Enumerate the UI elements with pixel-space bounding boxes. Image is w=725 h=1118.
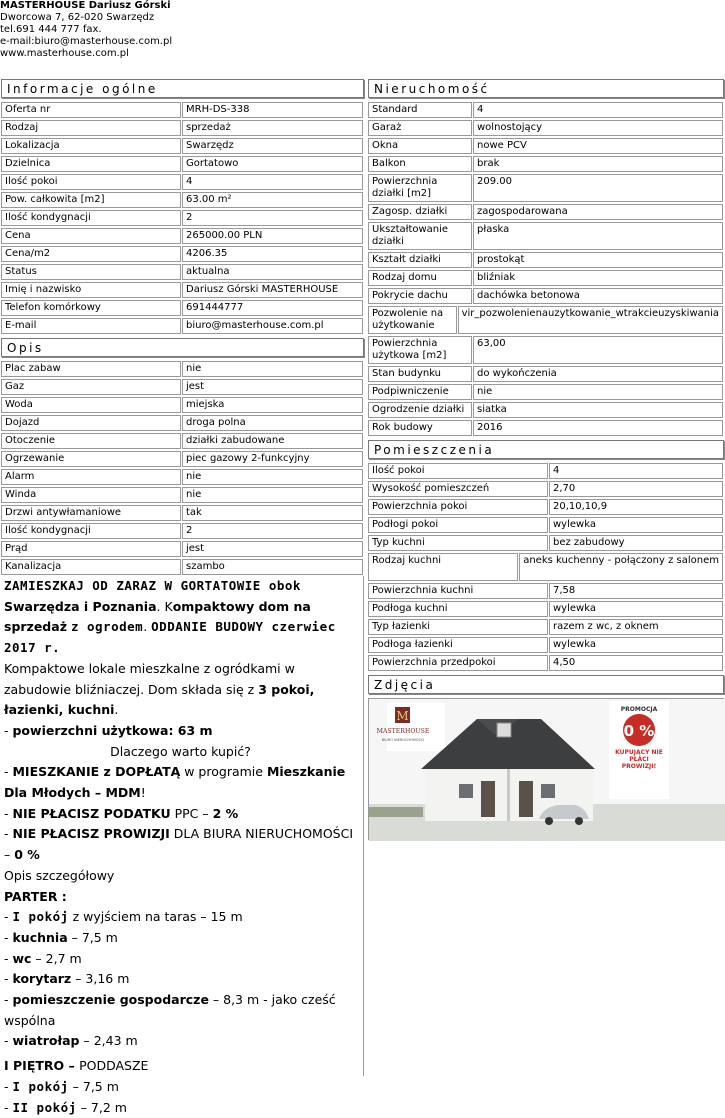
field-value: biuro@masterhouse.com.pl (182, 318, 363, 334)
property-photo[interactable] (368, 698, 724, 840)
table-row (368, 251, 724, 269)
table-row (368, 287, 724, 305)
field-value: wolnostojący (473, 120, 723, 136)
field-value: bliźniak (473, 270, 723, 286)
field-value: siatka (473, 402, 723, 418)
nieruchomosc-table (368, 101, 724, 437)
field-label: Ogrodzenie działki (368, 402, 472, 418)
field-label: Ilość pokoi (368, 463, 548, 479)
field-label: Plac zabaw (1, 361, 181, 377)
field-label: Powierzchnia kuchni (368, 583, 548, 599)
svg-text:MASTERHOUSE: MASTERHOUSE (376, 728, 430, 735)
field-value: do wykończenia (473, 366, 723, 382)
table-row (1, 360, 364, 378)
table-row (1, 396, 364, 414)
table-row (1, 101, 364, 119)
field-label: Telefon komórkowy (1, 300, 181, 316)
table-row (368, 119, 724, 137)
svg-text:PROMOCJA: PROMOCJA (620, 706, 658, 713)
table-row (1, 119, 364, 137)
field-label: Garaż (368, 120, 472, 136)
table-row (1, 173, 364, 191)
field-label: Dzielnica (1, 156, 181, 172)
field-label: Pokrycie dachu (368, 288, 472, 304)
field-label: Ilość kondygnacji (1, 210, 181, 226)
field-label: Powierzchnia działki [m2] (368, 174, 472, 202)
field-label: Lokalizacja (1, 138, 181, 154)
field-value: piec gazowy 2-funkcyjny (182, 451, 363, 467)
table-row (368, 101, 724, 119)
table-row (368, 498, 724, 516)
field-label: Ukształtowanie działki (368, 222, 472, 250)
agency-name: MASTERHOUSE Dariusz Górski (0, 0, 171, 11)
field-value: Gortatowo (182, 156, 363, 172)
field-value: 2016 (473, 420, 723, 436)
field-value: 4206.35 (182, 246, 363, 262)
agency-header (0, 0, 300, 60)
table-row (368, 516, 724, 534)
field-label: Ogrzewanie (1, 451, 181, 467)
field-value: 4 (473, 102, 723, 118)
field-label: Cena (1, 228, 181, 244)
field-value: dachówka betonowa (473, 288, 723, 304)
opis-table (1, 360, 364, 576)
field-label: Otoczenie (1, 433, 181, 449)
table-row (1, 522, 364, 540)
field-label: Ilość pokoi (1, 174, 181, 190)
table-row (1, 432, 364, 450)
field-label: Rodzaj (1, 120, 181, 136)
field-value: działki zabudowane (182, 433, 363, 449)
table-row (368, 401, 724, 419)
table-row (368, 203, 724, 221)
field-label: Podpiwniczenie (368, 384, 472, 400)
agency-email: e-mail:biuro@masterhouse.com.pl (0, 36, 173, 47)
field-value: 4,50 (549, 655, 723, 671)
field-value: droga polna (182, 415, 363, 431)
field-label: Pozwolenie na użytkowanie (368, 306, 457, 334)
field-label: Typ kuchni (368, 535, 548, 551)
field-label: Rodzaj domu (368, 270, 472, 286)
field-label: Rodzaj kuchni (368, 553, 518, 581)
table-row (1, 245, 364, 263)
table-row (1, 378, 364, 396)
table-row (368, 618, 724, 636)
field-value: 691444777 (182, 300, 363, 316)
table-row (1, 414, 364, 432)
field-value: 2 (182, 210, 363, 226)
field-value: 2 (182, 523, 363, 539)
field-value: 4 (549, 463, 723, 479)
field-label: Podłoga łazienki (368, 637, 548, 653)
field-label: Winda (1, 487, 181, 503)
svg-text:M: M (396, 709, 409, 723)
field-value: nie (182, 361, 363, 377)
field-value: Dariusz Górski MASTERHOUSE (182, 282, 363, 298)
field-value: jest (182, 541, 363, 557)
field-value: bez zabudowy (549, 535, 723, 551)
field-value: prostokąt (473, 252, 723, 268)
field-value: 209.00 (473, 174, 723, 202)
field-value: miejska (182, 397, 363, 413)
field-label: Woda (1, 397, 181, 413)
field-label: Okna (368, 138, 472, 154)
field-value: vir_pozwolenienauzytkowanie_wtrakcieuzyskiwania (458, 306, 723, 334)
field-label: Alarm (1, 469, 181, 485)
field-label: Drzwi antywłamaniowe (1, 505, 181, 521)
svg-text:BIURO NIERUCHOMOŚCI: BIURO NIERUCHOMOŚCI (381, 738, 425, 742)
pomieszczenia-table (368, 462, 724, 672)
field-value: 63.00 m² (182, 192, 363, 208)
table-row (1, 468, 364, 486)
field-label: Typ łazienki (368, 619, 548, 635)
field-value: 4 (182, 174, 363, 190)
table-row (368, 155, 724, 173)
table-row (368, 305, 724, 335)
field-value: sprzedaż (182, 120, 363, 136)
field-value: płaska (473, 222, 723, 250)
field-label: Cena/m2 (1, 246, 181, 262)
description-text: ZAMIESZKAJ OD ZARAZ W GORTATOWIE obok Swarzędza i Poznania. Kompaktowy dom na sprzedaż z ogrodem. ODDANIE BUDOWY czerwiec 2017 r. Kompaktowe lokale mieszkalne z ogródkami w zabudowie bliźniaczej. Dom składa się z 3 pokoi, łazienki, kuchni. - powierzchni użytkowa: 63 m Dlaczego warto kupić? - MIESZKANIE z DOPŁATĄ w programie Mieszkanie Dla Młodych – MDM! - NIE PŁACISZ PODATKU PPC – 2 % - NIE PŁACISZ PROWIZJI DLA BIURA NIERUCHOMOŚCI – 0 % Opis szczegółowy PARTER : - I pokój z wyjściem na taras – 15 m - kuchnia – 7,5 m - wc – 2,7 m - korytarz – 3,16 m - pomieszczenie gospodarcze – 8,3 m - jako cześć wspólna - wiatrołap – 2,43 m I PIĘTRO – PODDASZE - I pokój – 7,5 m - II pokój – 7,2 m (1, 576, 364, 1076)
section-title-info: Informacje ogólne (1, 79, 364, 98)
field-label: Oferta nr (1, 102, 181, 118)
table-row (1, 263, 364, 281)
field-value: nie (473, 384, 723, 400)
field-label: Standard (368, 102, 472, 118)
table-row (368, 419, 724, 437)
table-row (1, 191, 364, 209)
field-value: wylewka (549, 601, 723, 617)
field-value: razem z wc, z oknem (549, 619, 723, 635)
section-title-nieruchomosc: Nieruchomość (368, 79, 724, 98)
table-row (368, 654, 724, 672)
field-value: 7,58 (549, 583, 723, 599)
table-row (1, 450, 364, 468)
table-row (1, 317, 364, 335)
field-value: Swarzędz (182, 138, 363, 154)
table-row (1, 227, 364, 245)
field-label: Prąd (1, 541, 181, 557)
svg-text:0 %: 0 % (623, 722, 655, 740)
table-row (1, 540, 364, 558)
right-column (368, 79, 724, 840)
table-row (368, 221, 724, 251)
table-row (368, 636, 724, 654)
field-value: tak (182, 505, 363, 521)
table-row (1, 486, 364, 504)
table-row (368, 365, 724, 383)
field-value: MRH-DS-338 (182, 102, 363, 118)
field-value: aneks kuchenny - połączony z salonem (519, 553, 723, 581)
field-label: Podłoga kuchni (368, 601, 548, 617)
info-table (1, 101, 364, 335)
table-row (368, 480, 724, 498)
field-label: Powierzchnia użytkowa [m2] (368, 336, 472, 364)
left-column (1, 79, 364, 1115)
table-row (1, 137, 364, 155)
table-row (368, 552, 724, 582)
section-title-zdjecia: Zdjęcia (368, 675, 724, 694)
table-row (1, 299, 364, 317)
table-row (1, 155, 364, 173)
table-row (368, 600, 724, 618)
field-label: Powierzchnia przedpokoi (368, 655, 548, 671)
field-label: Powierzchnia pokoi (368, 499, 548, 515)
table-row (368, 137, 724, 155)
field-value: nie (182, 487, 363, 503)
table-row (1, 558, 364, 576)
field-label: Wysokość pomieszczeń (368, 481, 548, 497)
table-row (368, 269, 724, 287)
field-value: aktualna (182, 264, 363, 280)
section-title-pomieszczenia: Pomieszczenia (368, 440, 724, 459)
field-label: Ilość kondygnacji (1, 523, 181, 539)
field-label: Dojazd (1, 415, 181, 431)
field-value: jest (182, 379, 363, 395)
table-row (1, 504, 364, 522)
field-label: Pow. całkowita [m2] (1, 192, 181, 208)
field-value: 265000.00 PLN (182, 228, 363, 244)
field-value: nie (182, 469, 363, 485)
field-label: Podłogi pokoi (368, 517, 548, 533)
house-render-image (369, 699, 725, 841)
field-value: wylewka (549, 517, 723, 533)
table-row (1, 281, 364, 299)
field-label: Kształt działki (368, 252, 472, 268)
agency-address: Dworcowa 7, 62-020 Swarzędz (0, 12, 155, 23)
field-value: zagospodarowana (473, 204, 723, 220)
table-row (368, 582, 724, 600)
table-row (368, 462, 724, 480)
promo-badge: PROMOCJA 0 % KUPUJĄCY NIE PŁACI PROWIZJI! (609, 701, 669, 799)
field-value: 2,70 (549, 481, 723, 497)
table-row (1, 209, 364, 227)
table-row (368, 173, 724, 203)
field-value: szambo (182, 559, 363, 575)
field-label: E-mail (1, 318, 181, 334)
table-row (368, 383, 724, 401)
field-label: Status (1, 264, 181, 280)
field-label: Gaz (1, 379, 181, 395)
field-label: Zagosp. działki (368, 204, 472, 220)
field-value: nowe PCV (473, 138, 723, 154)
field-label: Rok budowy (368, 420, 472, 436)
field-label: Stan budynku (368, 366, 472, 382)
field-value: 20,10,10,9 (549, 499, 723, 515)
field-value: brak (473, 156, 723, 172)
field-label: Imię i nazwisko (1, 282, 181, 298)
agency-www: www.masterhouse.com.pl (0, 48, 129, 59)
agency-phone: tel.691 444 777 fax. (0, 24, 102, 35)
field-label: Balkon (368, 156, 472, 172)
field-value: 63,00 (473, 336, 723, 364)
field-label: Kanalizacja (1, 559, 181, 575)
table-row (368, 335, 724, 365)
section-title-opis: Opis (1, 338, 364, 357)
field-value: wylewka (549, 637, 723, 653)
table-row (368, 534, 724, 552)
